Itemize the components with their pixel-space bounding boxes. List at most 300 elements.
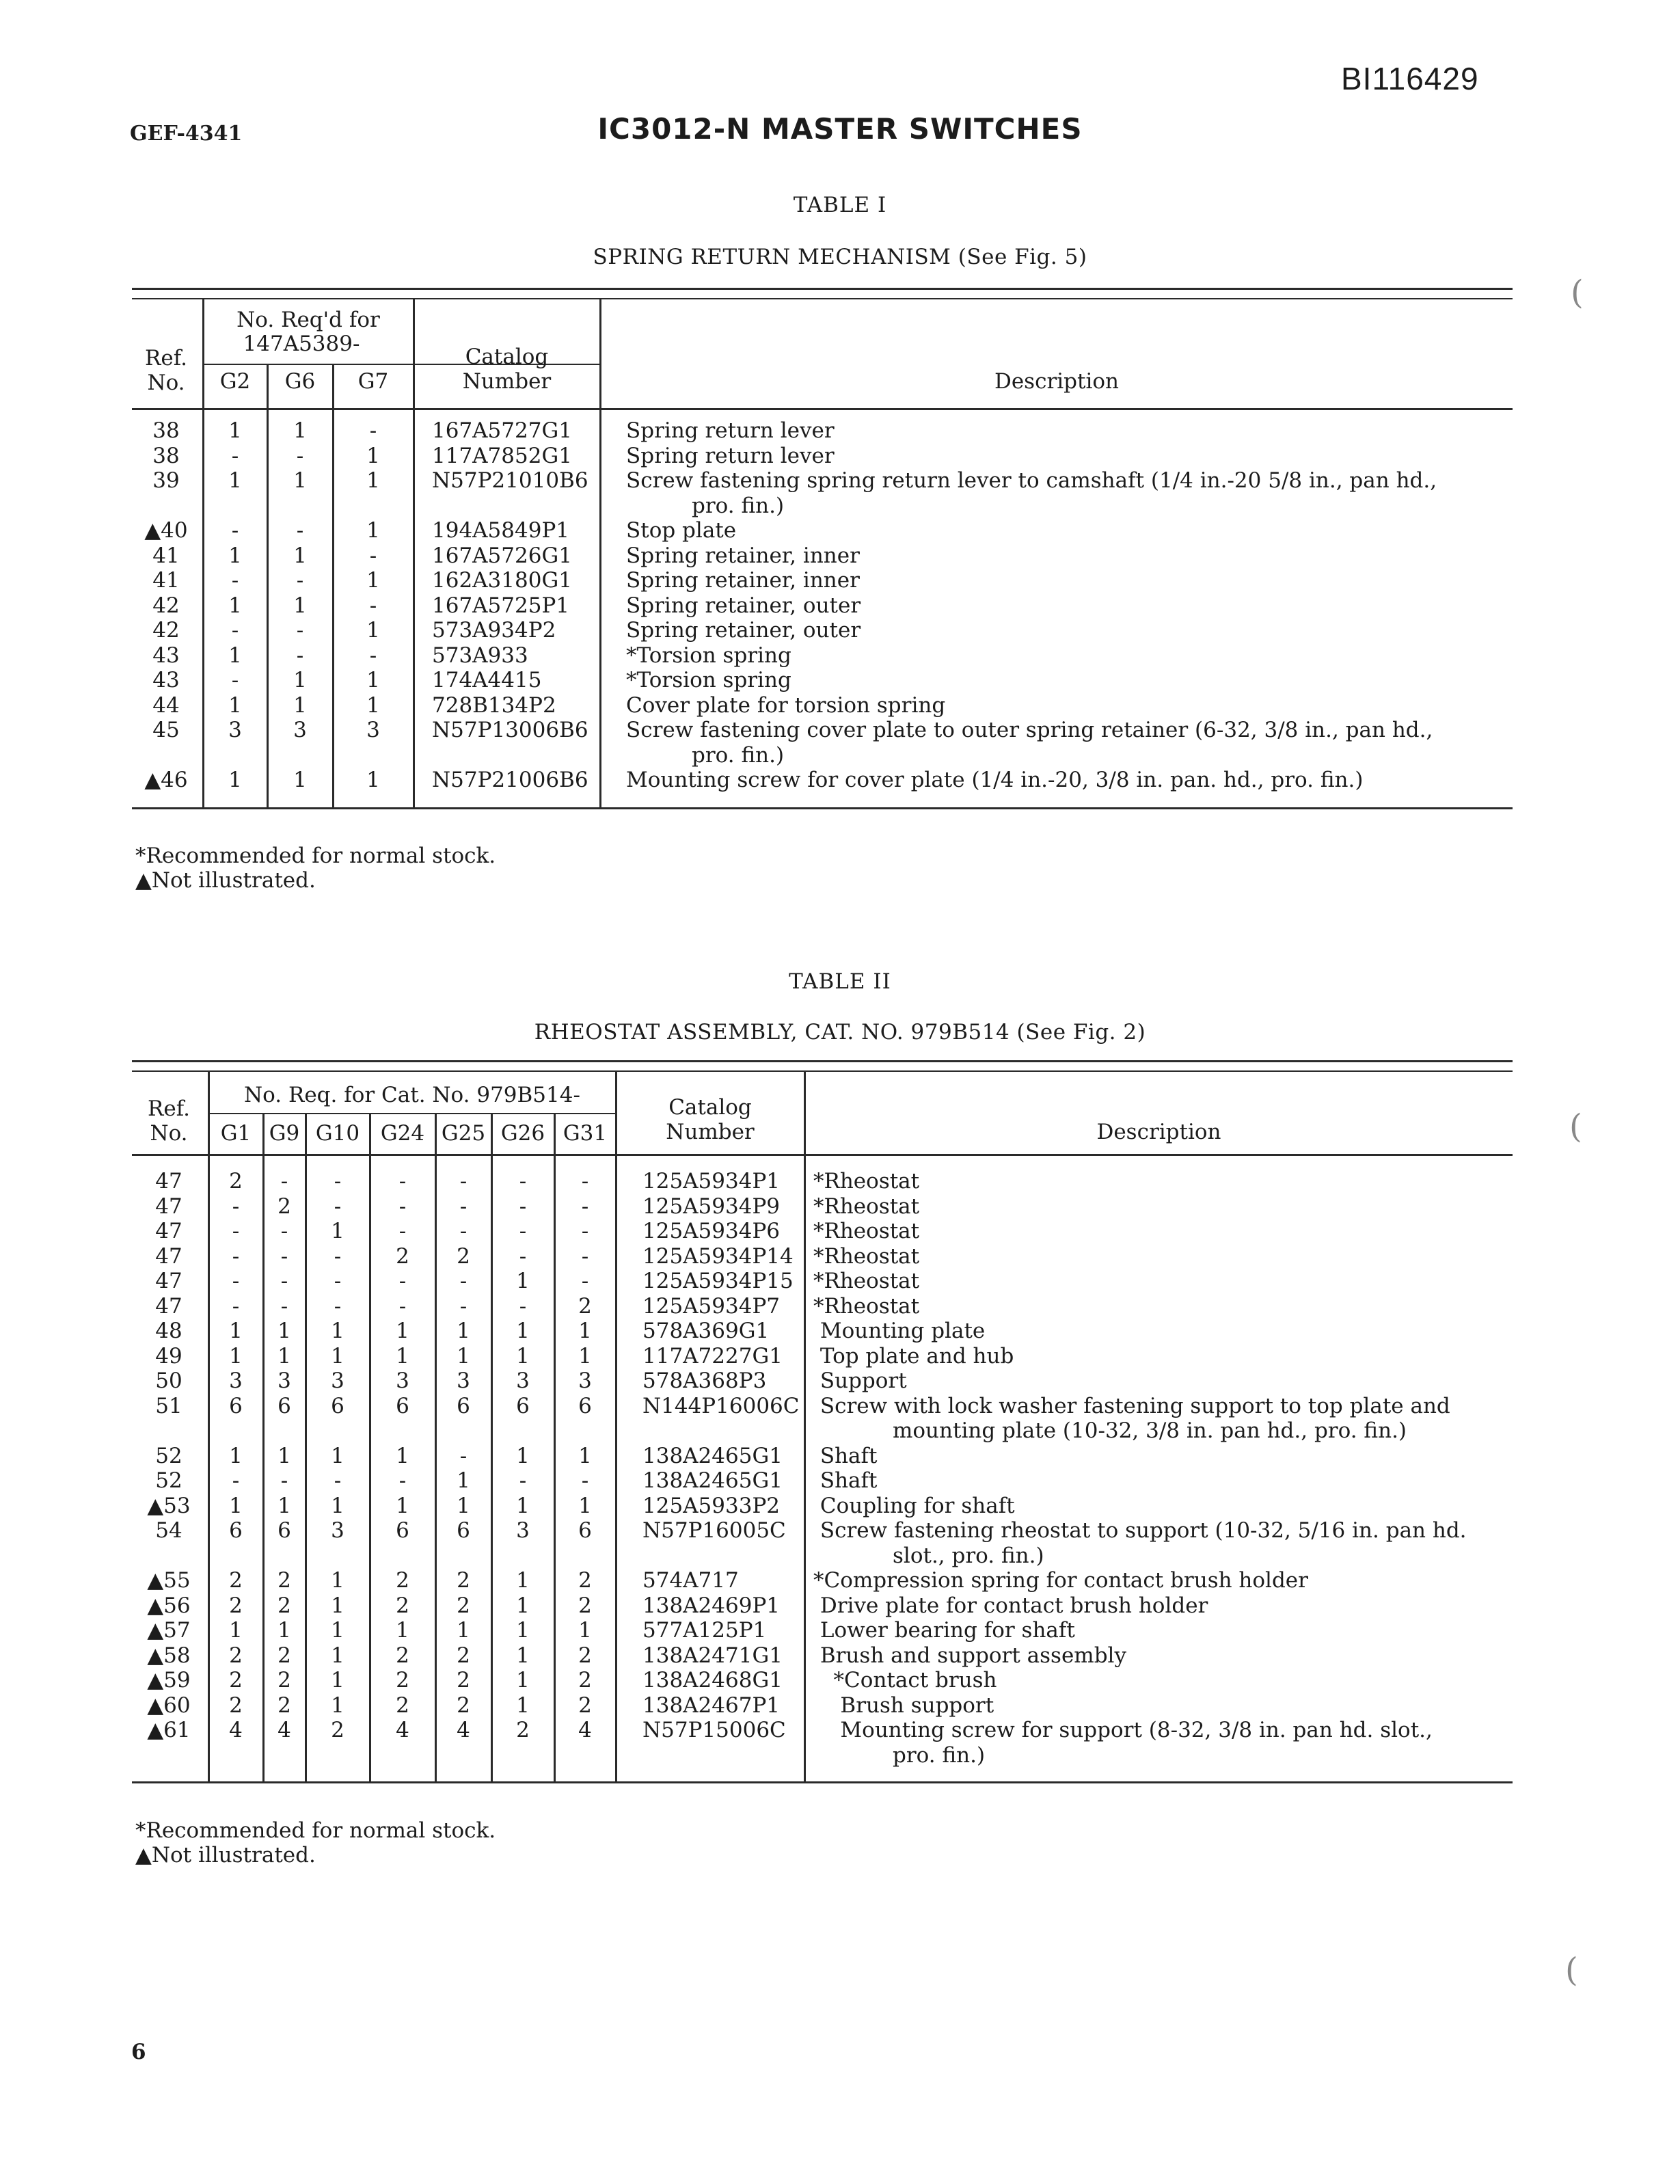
table2-qty-cell: 4 xyxy=(229,1718,243,1742)
table1-qty-cell: - xyxy=(296,443,304,468)
table1-description-cell: Stop plate xyxy=(626,518,737,543)
table1-ref-cell: 44 xyxy=(152,692,180,718)
table2-qty-cell: 1 xyxy=(396,1319,409,1343)
table2-ref-cell: 48 xyxy=(155,1319,182,1343)
table2-description-cell: Lower bearing for shaft xyxy=(813,1618,1075,1643)
table2-qty-cell: 1 xyxy=(331,1693,344,1718)
table1-catalog-cell: 573A934P2 xyxy=(432,618,556,643)
table2-note-not-illustrated: ▲Not illustrated. xyxy=(135,1843,316,1868)
table1-header-req-cat: 147A5389- xyxy=(243,332,360,356)
table2-qty-cell: 2 xyxy=(457,1643,470,1668)
table1-header-description: Description xyxy=(994,369,1120,394)
table2-title: TABLE II xyxy=(789,969,891,994)
table1-qty-cell: 1 xyxy=(366,443,380,468)
table2-description-continuation: mounting plate (10-32, 3/8 in. pan hd., pro. fin.) xyxy=(893,1418,1407,1443)
table1-ref-cell: ▲46 xyxy=(144,768,188,792)
table2-header-catalog-number: Number xyxy=(666,1120,755,1144)
punch-hole-mark: ( xyxy=(1569,1107,1582,1146)
table1-ref-cell: 42 xyxy=(152,593,180,618)
table2-description-continuation: pro. fin.) xyxy=(893,1742,986,1768)
table2-qty-cell: 2 xyxy=(457,1243,470,1269)
table2-qty-cell: 2 xyxy=(229,1693,243,1718)
table1-header-g7: G7 xyxy=(357,369,389,394)
table2-qty-cell: 1 xyxy=(516,1593,530,1618)
table2-qty-cell: 6 xyxy=(457,1393,470,1418)
table1-qty-cell: 1 xyxy=(228,692,242,718)
table2-qty-cell: 2 xyxy=(516,1718,530,1742)
table1-qty-cell: 1 xyxy=(228,543,242,568)
table1-header-catalog-number: Number xyxy=(462,369,552,394)
table2-qty-cell: - xyxy=(232,1293,240,1319)
table2-qty-cell: - xyxy=(334,1293,342,1319)
table1-qty-cell: - xyxy=(296,643,304,668)
table1-qty-cell: - xyxy=(231,668,239,692)
table1-header-rule xyxy=(132,408,1513,410)
table2-qty-cell: 6 xyxy=(396,1393,409,1418)
table2-qty-cell: 2 xyxy=(229,1568,243,1593)
page-number: 6 xyxy=(131,2040,146,2064)
table1-catalog-cell: N57P21006B6 xyxy=(432,768,588,792)
table2-qty-cell: 1 xyxy=(277,1319,291,1343)
table2-qty-cell: 1 xyxy=(396,1343,409,1369)
table2-qty-cell: 2 xyxy=(396,1593,409,1618)
table2-qty-cell: - xyxy=(398,1468,407,1493)
table1-qty-cell: - xyxy=(296,568,304,593)
table2-qty-cell: 1 xyxy=(229,1343,243,1369)
table2-qty-cell: 1 xyxy=(229,1493,243,1518)
table1-qty-cell: - xyxy=(231,443,239,468)
table2-catalog-cell: 125A5934P6 xyxy=(642,1219,781,1243)
table1-ref-cell: 41 xyxy=(152,568,180,593)
table2-qty-cell: 3 xyxy=(277,1369,291,1393)
table1-qty-cell: 1 xyxy=(366,618,380,643)
table2-qty-cell: 1 xyxy=(331,1643,344,1668)
table2-qty-cell: 1 xyxy=(516,1568,530,1593)
table2-description-cell: Mounting screw for support (8-32, 3/8 in. pan hd. slot., xyxy=(813,1718,1433,1742)
table1-description-cell: Screw fastening cover plate to outer spring retainer (6-32, 3/8 in., pan hd., xyxy=(626,718,1433,742)
table2-qty-cell: 1 xyxy=(516,1643,530,1668)
table2-description-cell: *Contact brush xyxy=(813,1668,997,1693)
table2-qty-cell: - xyxy=(232,1269,240,1293)
table2-qty-cell: 2 xyxy=(229,1593,243,1618)
table1-header-req: No. Req'd for xyxy=(236,308,380,332)
table2-qty-cell: 4 xyxy=(277,1718,291,1742)
table2-qty-cell: 2 xyxy=(229,1643,243,1668)
table1-description-cell: *Torsion spring xyxy=(626,643,791,668)
table1-ref-cell: 42 xyxy=(152,618,180,643)
table2-qty-cell: 2 xyxy=(277,1668,291,1693)
table2-qty-cell: 1 xyxy=(277,1343,291,1369)
table2-header-no: No. xyxy=(150,1121,188,1146)
table2-ref-cell: 52 xyxy=(155,1468,182,1493)
table2-qty-cell: 1 xyxy=(516,1693,530,1718)
table2-qty-cell: 3 xyxy=(331,1369,344,1393)
table2-description-cell: *Rheostat xyxy=(813,1219,920,1243)
table2-qty-cell: 1 xyxy=(331,1343,344,1369)
table2-qty-cell: - xyxy=(581,1269,589,1293)
table2-qty-cell: - xyxy=(519,1219,527,1243)
table1-ref-cell: ▲40 xyxy=(144,518,188,543)
table1-description-continuation: pro. fin.) xyxy=(692,493,785,518)
table2-catalog-cell: 138A2469P1 xyxy=(642,1593,781,1618)
table2-catalog-cell: 138A2465G1 xyxy=(642,1468,783,1493)
table2-qty-cell: - xyxy=(232,1219,240,1243)
table2-qty-cell: - xyxy=(232,1468,240,1493)
table2-qty-cell: - xyxy=(280,1169,288,1194)
table2-qty-cell: - xyxy=(398,1194,407,1219)
table2-qty-cell: 2 xyxy=(229,1668,243,1693)
table2-qty-cell: 4 xyxy=(578,1718,592,1742)
table1-description-cell: Spring return lever xyxy=(626,443,835,468)
table2-qty-cell: 2 xyxy=(396,1668,409,1693)
table1-catalog-cell: 573A933 xyxy=(432,643,528,668)
table2-ref-cell: ▲56 xyxy=(147,1593,191,1618)
table1-subtitle: SPRING RETURN MECHANISM (See Fig. 5) xyxy=(593,245,1087,269)
table2-ref-cell: 51 xyxy=(155,1393,182,1418)
table2-catalog-cell: 578A368P3 xyxy=(642,1369,767,1393)
table1-description-cell: Spring retainer, outer xyxy=(626,618,861,643)
table2-description-cell: Brush and support assembly xyxy=(813,1643,1126,1668)
table1-qty-cell: - xyxy=(231,618,239,643)
table1-qty-cell: - xyxy=(369,643,377,668)
table2-catalog-cell: 138A2467P1 xyxy=(642,1693,781,1718)
table2-qty-cell: 3 xyxy=(578,1369,592,1393)
table1-qty-cell: 1 xyxy=(366,468,380,493)
table1-note-not-illustrated: ▲Not illustrated. xyxy=(135,868,316,893)
table2-qty-cell: 1 xyxy=(331,1219,344,1243)
table2-qty-cell: - xyxy=(519,1169,527,1194)
table2-top-rule xyxy=(132,1060,1513,1062)
table2-ref-cell: ▲55 xyxy=(147,1568,191,1593)
table2-qty-cell: 1 xyxy=(331,1568,344,1593)
table2-ref-cell: 47 xyxy=(155,1269,182,1293)
page-title: IC3012-N MASTER SWITCHES xyxy=(597,112,1083,146)
table2-qty-cell: 1 xyxy=(396,1618,409,1643)
table1-qty-cell: 1 xyxy=(366,668,380,692)
table2-qty-cell: 4 xyxy=(457,1718,470,1742)
punch-hole-mark: ( xyxy=(1571,273,1584,312)
table1-catalog-cell: 162A3180G1 xyxy=(432,568,572,593)
table1-header-ref: Ref. xyxy=(145,346,187,370)
table2-header-g31: G31 xyxy=(563,1121,608,1146)
table1-description-cell: Spring retainer, outer xyxy=(626,593,861,618)
table2-qty-cell: 4 xyxy=(396,1718,409,1742)
table2-qty-cell: 1 xyxy=(331,1443,344,1468)
table2-qty-cell: 1 xyxy=(516,1493,530,1518)
table2-ref-cell: 49 xyxy=(155,1343,182,1369)
table1-description-cell: Cover plate for torsion spring xyxy=(626,692,946,718)
table2-qty-cell: 1 xyxy=(457,1618,470,1643)
table2-description-cell: Drive plate for contact brush holder xyxy=(813,1593,1208,1618)
table2-catalog-cell: N144P16006C xyxy=(642,1393,800,1418)
table2-qty-cell: - xyxy=(232,1194,240,1219)
table1-qty-cell: 1 xyxy=(228,418,242,443)
table1-qty-cell: 1 xyxy=(293,543,307,568)
table2-header-g9: G9 xyxy=(269,1121,300,1146)
table2-qty-cell: - xyxy=(581,1194,589,1219)
table1-catalog-cell: 728B134P2 xyxy=(432,692,556,718)
table1-qty-cell: 1 xyxy=(228,593,242,618)
table2-catalog-cell: N57P15006C xyxy=(642,1718,786,1742)
table2-qty-cell: 1 xyxy=(331,1319,344,1343)
table2-catalog-cell: 138A2468G1 xyxy=(642,1668,783,1693)
table2-catalog-cell: 578A369G1 xyxy=(642,1319,770,1343)
table2-description-continuation: slot., pro. fin.) xyxy=(893,1543,1044,1568)
table1-qty-cell: 1 xyxy=(293,418,307,443)
table2-ref-cell: ▲58 xyxy=(147,1643,191,1668)
table2-qty-cell: - xyxy=(459,1194,468,1219)
table1-qty-cell: - xyxy=(231,518,239,543)
table1-header-g2: G2 xyxy=(219,369,251,394)
table2-catalog-cell: 125A5934P14 xyxy=(642,1243,794,1269)
table2-qty-cell: 2 xyxy=(396,1568,409,1593)
table2-catalog-cell: 577A125P1 xyxy=(642,1618,767,1643)
table2-ref-cell: ▲60 xyxy=(147,1693,191,1718)
table2-qty-cell: 2 xyxy=(578,1643,592,1668)
table2-ref-cell: ▲57 xyxy=(147,1618,191,1643)
table2-qty-cell: - xyxy=(459,1219,468,1243)
table2-qty-cell: - xyxy=(519,1194,527,1219)
table2-qty-cell: 2 xyxy=(578,1668,592,1693)
table2-ref-cell: 47 xyxy=(155,1194,182,1219)
table2-qty-cell: - xyxy=(334,1269,342,1293)
table2-qty-cell: 1 xyxy=(516,1343,530,1369)
table1-qty-cell: 1 xyxy=(228,768,242,792)
table1-catalog-cell: 167A5727G1 xyxy=(432,418,572,443)
table1-qty-cell: - xyxy=(369,593,377,618)
table2-qty-cell: - xyxy=(519,1243,527,1269)
table2-qty-cell: 1 xyxy=(229,1618,243,1643)
table2-qty-cell: 1 xyxy=(516,1319,530,1343)
table2-ref-cell: 47 xyxy=(155,1293,182,1319)
table2-bottom-rule xyxy=(132,1781,1513,1783)
table2-description-cell: Shaft xyxy=(813,1443,878,1468)
table2-header-g25: G25 xyxy=(441,1121,486,1146)
table1-top-rule xyxy=(132,288,1513,290)
table2-qty-cell: 6 xyxy=(331,1393,344,1418)
table2-qty-cell: 1 xyxy=(516,1618,530,1643)
document-id: BI116429 xyxy=(1341,61,1479,96)
table2-qty-cell: 6 xyxy=(578,1393,592,1418)
table2-header-g1: G1 xyxy=(220,1121,252,1146)
table1-note-recommended: *Recommended for normal stock. xyxy=(135,844,496,868)
table1-qty-cell: 3 xyxy=(366,718,380,742)
table1-ref-cell: 43 xyxy=(152,668,180,692)
table2-description-cell: Mounting plate xyxy=(813,1319,986,1343)
table2-qty-cell: 2 xyxy=(277,1593,291,1618)
table2-header-g24: G24 xyxy=(380,1121,425,1146)
table2-qty-cell: - xyxy=(398,1219,407,1243)
table2-qty-cell: 2 xyxy=(277,1194,291,1219)
table2-qty-cell: 2 xyxy=(277,1568,291,1593)
table2-qty-cell: 2 xyxy=(396,1243,409,1269)
table1-bottom-rule xyxy=(132,807,1513,809)
table2-qty-cell: - xyxy=(334,1169,342,1194)
table2-qty-cell: 1 xyxy=(578,1319,592,1343)
table2-header-g10: G10 xyxy=(315,1121,360,1146)
table2-qty-cell: - xyxy=(459,1293,468,1319)
table2-qty-cell: 3 xyxy=(229,1369,243,1393)
table1-qty-cell: 1 xyxy=(293,668,307,692)
table2-qty-cell: 1 xyxy=(457,1468,470,1493)
table2-qty-cell: 6 xyxy=(396,1518,409,1543)
table2-qty-cell: - xyxy=(581,1219,589,1243)
table2-qty-cell: 2 xyxy=(578,1593,592,1618)
table2-description-cell: *Rheostat xyxy=(813,1293,920,1319)
table2-qty-cell: 1 xyxy=(331,1593,344,1618)
table2-qty-cell: 2 xyxy=(331,1718,344,1742)
table2-ref-cell: 50 xyxy=(155,1369,182,1393)
table1-ref-cell: 41 xyxy=(152,543,180,568)
table1-catalog-cell: 167A5725P1 xyxy=(432,593,570,618)
table2-catalog-cell: N57P16005C xyxy=(642,1518,786,1543)
table2-catalog-cell: 125A5934P1 xyxy=(642,1169,781,1194)
table2-qty-cell: 1 xyxy=(331,1668,344,1693)
table1-qty-cell: 1 xyxy=(366,692,380,718)
table2-catalog-cell: 125A5933P2 xyxy=(642,1493,781,1518)
table2-ref-cell: 47 xyxy=(155,1243,182,1269)
table2-qty-cell: 1 xyxy=(457,1319,470,1343)
table1-ref-cell: 38 xyxy=(152,418,180,443)
table2-catalog-cell: 125A5934P9 xyxy=(642,1194,781,1219)
table2-qty-cell: - xyxy=(581,1169,589,1194)
table2-top-rule-2 xyxy=(132,1070,1513,1072)
table1-qty-cell: - xyxy=(231,568,239,593)
table2-qty-cell: 1 xyxy=(331,1493,344,1518)
table1-description-cell: Spring retainer, inner xyxy=(626,543,860,568)
table1-qty-cell: - xyxy=(296,518,304,543)
table2-qty-cell: 1 xyxy=(277,1618,291,1643)
table1-qty-cell: 1 xyxy=(228,468,242,493)
table2-qty-cell: - xyxy=(519,1293,527,1319)
table2-qty-cell: - xyxy=(459,1269,468,1293)
table2-qty-cell: 1 xyxy=(277,1443,291,1468)
table2-header-ref: Ref. xyxy=(148,1096,190,1121)
table1-description-cell: Spring retainer, inner xyxy=(626,568,860,593)
table2-col-divider xyxy=(804,1070,806,1783)
table1-qty-cell: 1 xyxy=(293,468,307,493)
table2-qty-cell: 3 xyxy=(396,1369,409,1393)
table2-qty-cell: - xyxy=(581,1468,589,1493)
table2-qty-cell: - xyxy=(334,1243,342,1269)
table2-catalog-cell: 125A5934P15 xyxy=(642,1269,794,1293)
table2-qty-cell: 2 xyxy=(277,1643,291,1668)
table2-qty-cell: - xyxy=(459,1169,468,1194)
table1-qty-cell: 1 xyxy=(366,518,380,543)
table2-qty-cell: 6 xyxy=(229,1518,243,1543)
table2-catalog-cell: 574A717 xyxy=(642,1568,739,1593)
table1-catalog-cell: 167A5726G1 xyxy=(432,543,572,568)
table2-qty-cell: 3 xyxy=(516,1369,530,1393)
table2-qty-cell: 1 xyxy=(457,1493,470,1518)
table2-qty-cell: 6 xyxy=(457,1518,470,1543)
table2-qty-cell: - xyxy=(334,1194,342,1219)
table2-ref-cell: 47 xyxy=(155,1219,182,1243)
table2-description-cell: Top plate and hub xyxy=(813,1343,1014,1369)
table1-catalog-cell: 174A4415 xyxy=(432,668,542,692)
table1-ref-cell: 43 xyxy=(152,643,180,668)
table1-description-cell: Mounting screw for cover plate (1/4 in.-20, 3/8 in. pan. hd., pro. fin.) xyxy=(626,768,1364,792)
table2-qty-cell: 1 xyxy=(229,1319,243,1343)
table2-qty-cell: - xyxy=(398,1169,407,1194)
table2-qty-cell: 2 xyxy=(457,1568,470,1593)
table2-catalog-cell: 138A2471G1 xyxy=(642,1643,783,1668)
table2-header-description: Description xyxy=(1096,1120,1221,1144)
table2-qty-cell: - xyxy=(459,1443,468,1468)
table2-qty-cell: 6 xyxy=(578,1518,592,1543)
table2-qty-cell: 2 xyxy=(277,1693,291,1718)
table1-qty-cell: 1 xyxy=(293,692,307,718)
table2-qty-cell: - xyxy=(280,1468,288,1493)
table2-qty-cell: - xyxy=(398,1269,407,1293)
table2-ref-cell: ▲53 xyxy=(147,1493,191,1518)
table2-qty-cell: - xyxy=(232,1243,240,1269)
table2-qty-cell: 1 xyxy=(578,1618,592,1643)
table2-qty-cell: 2 xyxy=(396,1693,409,1718)
table2-qty-cell: 1 xyxy=(457,1343,470,1369)
table2-qty-cell: 1 xyxy=(578,1343,592,1369)
table2-qty-cell: 6 xyxy=(277,1393,291,1418)
table1-catalog-cell: 117A7852G1 xyxy=(432,443,572,468)
table2-qty-cell: 1 xyxy=(516,1668,530,1693)
table2-header-g26: G26 xyxy=(500,1121,545,1146)
table1-qty-cell: 1 xyxy=(293,593,307,618)
table1-top-rule-2 xyxy=(132,298,1513,299)
table2-qty-cell: - xyxy=(581,1243,589,1269)
table1-qty-cell: 1 xyxy=(293,768,307,792)
table1-ref-cell: 39 xyxy=(152,468,180,493)
table2-qty-cell: 3 xyxy=(331,1518,344,1543)
table2-qty-cell: 6 xyxy=(516,1393,530,1418)
table2-qty-cell: 2 xyxy=(457,1668,470,1693)
table2-description-cell: *Rheostat xyxy=(813,1243,920,1269)
table2-description-cell: Coupling for shaft xyxy=(813,1493,1015,1518)
table2-qty-cell: 6 xyxy=(277,1518,291,1543)
table2-qty-cell: 2 xyxy=(457,1693,470,1718)
table2-qty-cell: 6 xyxy=(229,1393,243,1418)
table2-col-divider xyxy=(615,1070,617,1783)
table2-header-req: No. Req. for Cat. No. 979B514- xyxy=(244,1083,580,1107)
table2-description-cell: *Compression spring for contact brush holder xyxy=(813,1568,1308,1593)
table2-description-cell: Shaft xyxy=(813,1468,878,1493)
table2-qty-cell: 3 xyxy=(457,1369,470,1393)
table2-qty-cell: 1 xyxy=(277,1493,291,1518)
table1-qty-cell: 1 xyxy=(228,643,242,668)
table2-description-cell: Support xyxy=(813,1369,907,1393)
table2-ref-cell: 52 xyxy=(155,1443,182,1468)
table1-description-cell: Spring return lever xyxy=(626,418,835,443)
table1-qty-cell: 3 xyxy=(228,718,242,742)
table2-qty-cell: 1 xyxy=(516,1269,530,1293)
table1-qty-cell: 3 xyxy=(293,718,307,742)
table2-ref-cell: ▲61 xyxy=(147,1718,191,1742)
table1-catalog-cell: N57P13006B6 xyxy=(432,718,588,742)
table2-qty-cell: 2 xyxy=(396,1643,409,1668)
table2-qty-cell: 1 xyxy=(516,1443,530,1468)
punch-hole-mark: ( xyxy=(1565,1951,1578,1989)
table2-catalog-cell: 125A5934P7 xyxy=(642,1293,781,1319)
table2-qty-cell: 2 xyxy=(578,1568,592,1593)
table1-header-no: No. xyxy=(147,370,185,395)
table2-description-cell: Screw with lock washer fastening support to top plate and xyxy=(813,1393,1450,1418)
table2-ref-cell: 54 xyxy=(155,1518,182,1543)
table1-description-cell: Screw fastening spring return lever to camshaft (1/4 in.-20 5/8 in., pan hd., xyxy=(626,468,1437,493)
table1-qty-cell: - xyxy=(296,618,304,643)
table2-qty-cell: 1 xyxy=(578,1493,592,1518)
table2-qty-cell: 3 xyxy=(516,1518,530,1543)
table1-catalog-cell: N57P21010B6 xyxy=(432,468,588,493)
table1-header-g6: G6 xyxy=(284,369,316,394)
